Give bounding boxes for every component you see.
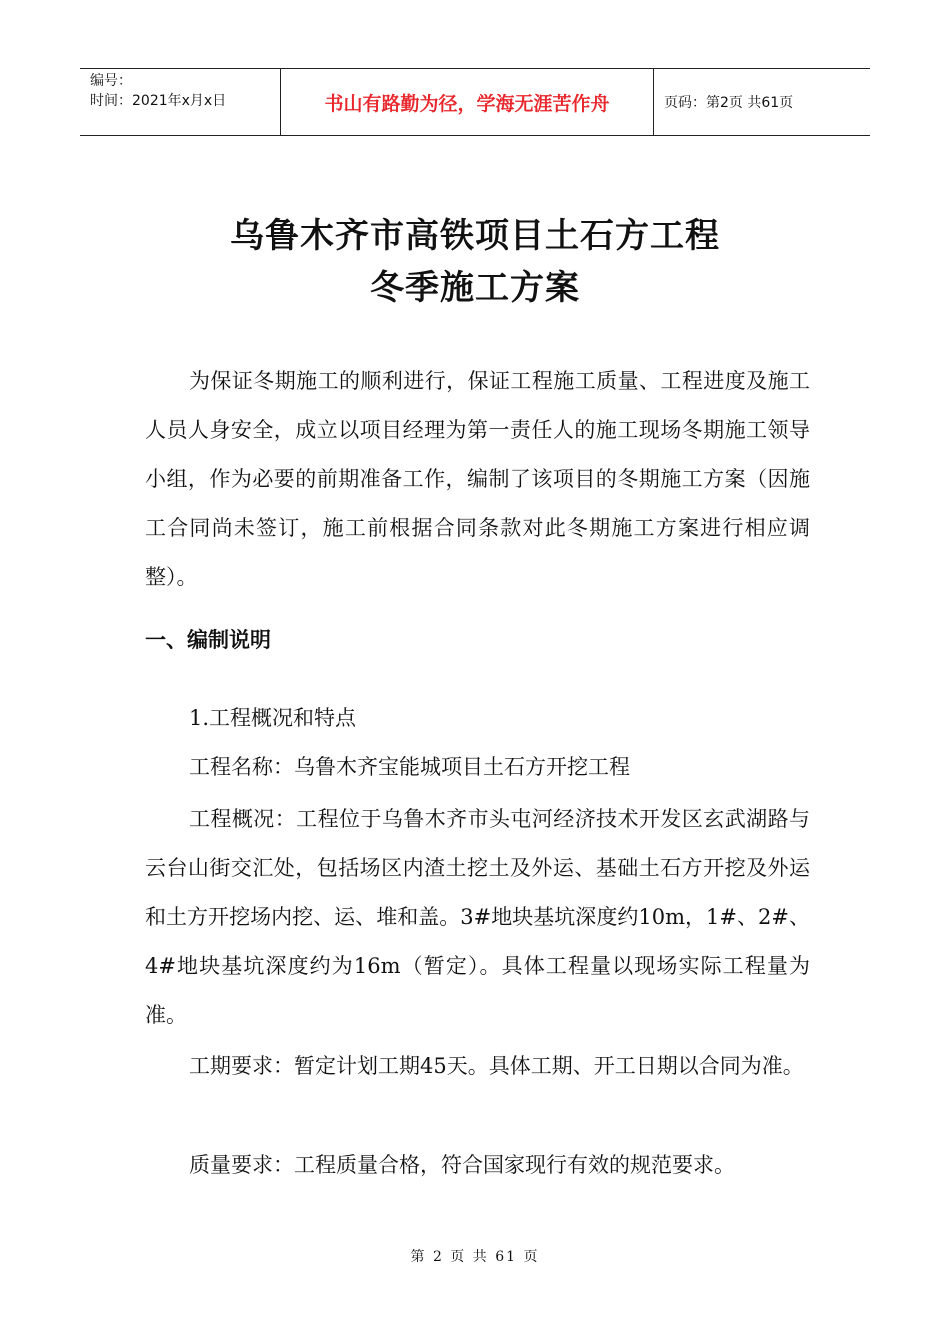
schedule-paragraph: 工期要求：暂定计划工期45天。具体工期、开工日期以合同为准。 [189,1054,804,1078]
document-number-label: 编号： [90,73,132,89]
project-overview-paragraph: 工程概况：工程位于乌鲁木齐市头屯河经济技术开发区玄武湖路与云台山街交汇处，包括场区内渣土挖土及外运、基础土石方开挖及外运和土方开挖场内挖、运、堆和盖。3#地块基坑深度约10m，1#、2#、4#地块基坑深度约为16m（暂定）。具体工程量以现场实际工程量为准。 [145,807,810,1027]
subsection-title: 1.工程概况和特点 [189,706,357,730]
document-title-line1: 乌鲁木齐市高铁项目土石方工程 [230,216,720,256]
page-footer: 第 2 页 共 61 页 [410,1249,540,1265]
document-time-label: 时间：2021年x月x日 [90,93,227,109]
quality-paragraph: 质量要求：工程质量合格，符合国家现行有效的规范要求。 [189,1153,735,1177]
header-meta-cell [80,69,281,135]
project-name-paragraph: 工程名称：乌鲁木齐宝能城项目土石方开挖工程 [189,755,630,779]
intro-paragraph: 为保证冬期施工的顺利进行，保证工程施工质量、工程进度及施工人员人身安全，成立以项目经理为第一责任人的施工现场冬期施工领导小组，作为必要的前期准备工作，编制了该项目的冬期施工方案（因施工合同尚未签订，施工前根据合同条款对此冬期施工方案进行相应调整）。 [145,369,810,589]
header-page-info: 页码：第2页 共61页 [664,95,794,111]
section-heading: 一、编制说明 [145,628,271,652]
header-table [80,68,870,136]
document-title-line2: 冬季施工方案 [370,268,580,308]
header-motto: 书山有路勤为径，学海无涯苦作舟 [281,69,654,135]
